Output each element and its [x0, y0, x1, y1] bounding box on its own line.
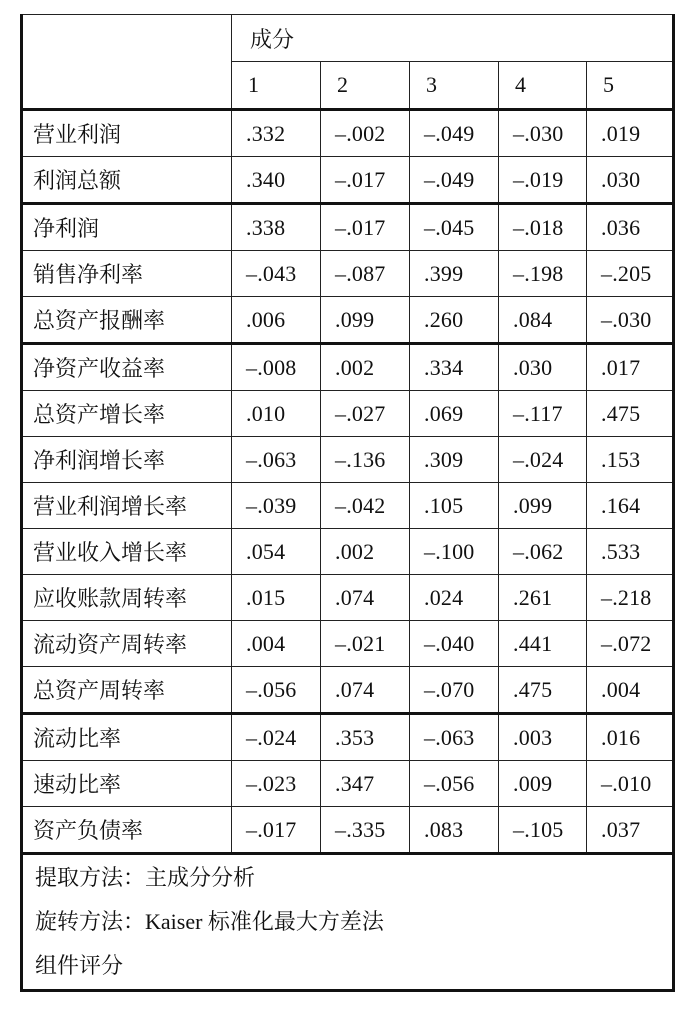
- table-row: [22, 157, 674, 204]
- cell-component-2: –.002: [321, 110, 410, 157]
- cell-component-1: –.063: [232, 437, 321, 483]
- cell-component-5: –.030: [587, 297, 674, 344]
- column-header-2: 2: [321, 62, 410, 110]
- cell-component-3: .260: [410, 297, 499, 344]
- cell-component-1: .010: [232, 391, 321, 437]
- cell-component-4: .441: [499, 621, 587, 667]
- row-label: 资产负债率: [22, 807, 232, 854]
- cell-component-3: .083: [410, 807, 499, 854]
- row-label: 流动比率: [22, 714, 232, 761]
- cell-component-1: –.023: [232, 761, 321, 807]
- cell-component-1: –.017: [232, 807, 321, 854]
- cell-component-4: –.105: [499, 807, 587, 854]
- row-label: 营业利润: [22, 110, 232, 157]
- cell-component-5: .030: [587, 157, 674, 204]
- table-row: [22, 483, 674, 529]
- row-label: 总资产报酬率: [22, 297, 232, 344]
- cell-component-5: –.010: [587, 761, 674, 807]
- row-label: 应收账款周转率: [22, 575, 232, 621]
- table-row: [22, 761, 674, 807]
- cell-component-2: .074: [321, 575, 410, 621]
- cell-component-1: –.039: [232, 483, 321, 529]
- cell-component-4: .009: [499, 761, 587, 807]
- cell-component-1: –.024: [232, 714, 321, 761]
- cell-component-3: .105: [410, 483, 499, 529]
- cell-component-2: –.017: [321, 157, 410, 204]
- cell-component-3: –.100: [410, 529, 499, 575]
- cell-component-5: .475: [587, 391, 674, 437]
- row-label: 流动资产周转率: [22, 621, 232, 667]
- cell-component-1: .340: [232, 157, 321, 204]
- row-label: 净资产收益率: [22, 344, 232, 391]
- cell-component-4: –.030: [499, 110, 587, 157]
- cell-component-4: .099: [499, 483, 587, 529]
- cell-component-3: –.056: [410, 761, 499, 807]
- cell-component-4: .003: [499, 714, 587, 761]
- cell-component-5: –.072: [587, 621, 674, 667]
- cell-component-3: –.049: [410, 157, 499, 204]
- cell-component-1: .006: [232, 297, 321, 344]
- cell-component-2: .002: [321, 344, 410, 391]
- column-header-4: 4: [499, 62, 587, 110]
- cell-component-4: .084: [499, 297, 587, 344]
- cell-component-2: –.042: [321, 483, 410, 529]
- component-score-note: 组件评分: [35, 953, 124, 978]
- cell-component-3: .069: [410, 391, 499, 437]
- cell-component-1: –.043: [232, 251, 321, 297]
- cell-component-1: .332: [232, 110, 321, 157]
- table-row: [22, 437, 674, 483]
- cell-component-5: .019: [587, 110, 674, 157]
- cell-component-2: –.017: [321, 204, 410, 251]
- cell-component-4: –.198: [499, 251, 587, 297]
- table-row: [22, 667, 674, 714]
- cell-component-5: .153: [587, 437, 674, 483]
- component-header: 成分: [232, 15, 674, 62]
- cell-component-3: –.049: [410, 110, 499, 157]
- cell-component-5: .004: [587, 667, 674, 714]
- component-score-table: [20, 14, 675, 992]
- table-row: [22, 110, 674, 157]
- cell-component-1: .338: [232, 204, 321, 251]
- table-row: [22, 297, 674, 344]
- cell-component-2: .353: [321, 714, 410, 761]
- cell-component-4: –.117: [499, 391, 587, 437]
- table-row: [22, 621, 674, 667]
- row-label: 销售净利率: [22, 251, 232, 297]
- table-row: [22, 529, 674, 575]
- cell-component-4: .475: [499, 667, 587, 714]
- table-row: [22, 807, 674, 854]
- cell-component-1: –.056: [232, 667, 321, 714]
- column-header-5: 5: [587, 62, 674, 110]
- cell-component-5: –.205: [587, 251, 674, 297]
- cell-component-2: –.027: [321, 391, 410, 437]
- cell-component-3: –.045: [410, 204, 499, 251]
- footer-row: [22, 854, 674, 991]
- cell-component-3: .309: [410, 437, 499, 483]
- cell-component-1: .054: [232, 529, 321, 575]
- row-label: 净利润增长率: [22, 437, 232, 483]
- cell-component-2: –.087: [321, 251, 410, 297]
- row-label: 营业利润增长率: [22, 483, 232, 529]
- row-label: 总资产增长率: [22, 391, 232, 437]
- row-label: 总资产周转率: [22, 667, 232, 714]
- row-label: 利润总额: [22, 157, 232, 204]
- cell-component-5: .017: [587, 344, 674, 391]
- table-row: [22, 344, 674, 391]
- cell-component-3: .334: [410, 344, 499, 391]
- column-header-1: 1: [232, 62, 321, 110]
- cell-component-1: –.008: [232, 344, 321, 391]
- cell-component-2: –.136: [321, 437, 410, 483]
- cell-component-5: .533: [587, 529, 674, 575]
- cell-component-4: –.018: [499, 204, 587, 251]
- cell-component-1: .004: [232, 621, 321, 667]
- cell-component-4: –.024: [499, 437, 587, 483]
- cell-component-4: .261: [499, 575, 587, 621]
- cell-component-2: .074: [321, 667, 410, 714]
- cell-component-2: .002: [321, 529, 410, 575]
- table-row: [22, 575, 674, 621]
- cell-component-2: –.335: [321, 807, 410, 854]
- cell-component-4: –.019: [499, 157, 587, 204]
- cell-component-2: .099: [321, 297, 410, 344]
- row-label: 净利润: [22, 204, 232, 251]
- extraction-method-note: 提取方法：主成分分析: [35, 865, 256, 890]
- cell-component-3: –.063: [410, 714, 499, 761]
- table-row: [22, 204, 674, 251]
- cell-component-5: .164: [587, 483, 674, 529]
- cell-component-5: .036: [587, 204, 674, 251]
- row-label: 速动比率: [22, 761, 232, 807]
- cell-component-3: –.070: [410, 667, 499, 714]
- cell-component-5: .016: [587, 714, 674, 761]
- cell-component-3: –.040: [410, 621, 499, 667]
- cell-component-5: .037: [587, 807, 674, 854]
- column-header-3: 3: [410, 62, 499, 110]
- cell-component-3: .399: [410, 251, 499, 297]
- cell-component-4: .030: [499, 344, 587, 391]
- cell-component-1: .015: [232, 575, 321, 621]
- cell-component-4: –.062: [499, 529, 587, 575]
- table-row: [22, 251, 674, 297]
- table-row: [22, 391, 674, 437]
- corner-cell: [22, 15, 232, 110]
- cell-component-2: –.021: [321, 621, 410, 667]
- cell-component-5: –.218: [587, 575, 674, 621]
- row-label: 营业收入增长率: [22, 529, 232, 575]
- cell-component-3: .024: [410, 575, 499, 621]
- rotation-method-note: 旋转方法：Kaiser 标准化最大方差法: [35, 909, 384, 934]
- footer-notes: [22, 854, 674, 991]
- cell-component-2: .347: [321, 761, 410, 807]
- table-row: [22, 714, 674, 761]
